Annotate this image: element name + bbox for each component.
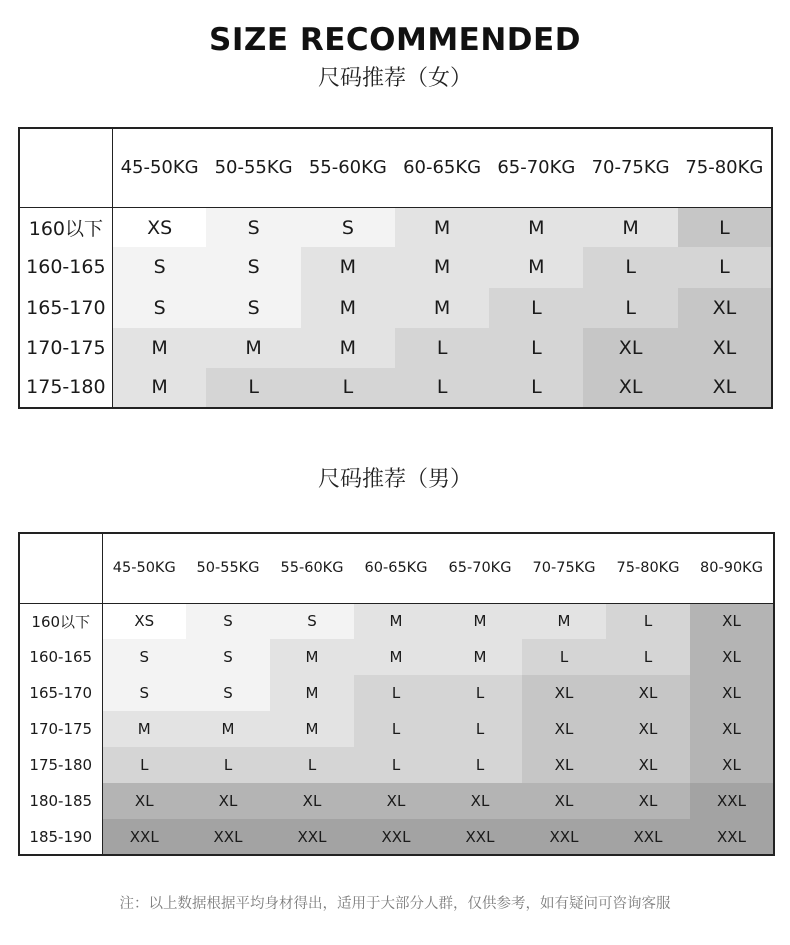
height-row-label: 165-170 <box>19 675 102 711</box>
size-cell: S <box>186 675 270 711</box>
size-cell: XL <box>606 783 690 819</box>
size-cell: L <box>395 328 489 368</box>
size-cell: XL <box>522 711 606 747</box>
size-cell: M <box>395 288 489 328</box>
size-cell: M <box>270 711 354 747</box>
size-cell: L <box>395 368 489 408</box>
size-cell: L <box>489 328 583 368</box>
table-row <box>19 288 772 328</box>
size-cell: S <box>270 603 354 639</box>
height-row-label: 175-180 <box>19 747 102 783</box>
size-cell: XXL <box>522 819 606 855</box>
size-cell: L <box>354 747 438 783</box>
weight-column-header: 50-55KG <box>186 533 270 603</box>
height-row-label: 170-175 <box>19 711 102 747</box>
size-cell: L <box>583 247 677 287</box>
size-cell: S <box>102 675 186 711</box>
size-cell: M <box>301 247 395 287</box>
size-cell: M <box>354 603 438 639</box>
size-cell: S <box>206 247 300 287</box>
table-row <box>19 639 774 675</box>
weight-column-header: 70-75KG <box>522 533 606 603</box>
weight-column-header: 75-80KG <box>606 533 690 603</box>
size-cell: L <box>206 368 300 408</box>
table-header-row <box>19 128 772 207</box>
size-cell: M <box>270 675 354 711</box>
size-cell: XXL <box>606 819 690 855</box>
weight-column-header: 50-55KG <box>206 128 300 207</box>
men-size-subtitle: 尺码推荐（男） <box>317 467 472 492</box>
page-title: SIZE RECOMMENDED <box>209 22 581 58</box>
size-cell: XXL <box>186 819 270 855</box>
size-cell: L <box>438 711 522 747</box>
size-cell: M <box>206 328 300 368</box>
table-row <box>19 783 774 819</box>
size-cell: M <box>438 603 522 639</box>
size-cell: M <box>112 368 206 408</box>
height-row-label: 180-185 <box>19 783 102 819</box>
size-cell: M <box>102 711 186 747</box>
height-row-label: 170-175 <box>19 328 112 368</box>
size-cell: M <box>186 711 270 747</box>
height-row-label: 175-180 <box>19 368 112 408</box>
size-cell: M <box>354 639 438 675</box>
size-cell: L <box>186 747 270 783</box>
size-cell: XL <box>690 603 774 639</box>
weight-column-header: 60-65KG <box>354 533 438 603</box>
table-row <box>19 603 774 639</box>
size-cell: S <box>112 247 206 287</box>
header-corner-cell <box>19 533 102 603</box>
size-cell: M <box>301 288 395 328</box>
table-header-row <box>19 533 774 603</box>
size-cell: L <box>489 368 583 408</box>
height-row-label: 160-165 <box>19 247 112 287</box>
size-cell: XL <box>690 711 774 747</box>
size-cell: XL <box>690 747 774 783</box>
size-cell: L <box>270 747 354 783</box>
size-cell: L <box>102 747 186 783</box>
size-cell: M <box>489 207 583 247</box>
size-cell: M <box>489 247 583 287</box>
size-cell: XL <box>690 639 774 675</box>
size-cell: L <box>678 247 772 287</box>
size-cell: XL <box>583 368 677 408</box>
size-cell: XL <box>678 368 772 408</box>
size-cell: L <box>438 747 522 783</box>
height-row-label: 160以下 <box>19 207 112 247</box>
size-cell: M <box>438 639 522 675</box>
men-size-table <box>18 532 775 856</box>
size-cell: XL <box>522 675 606 711</box>
weight-column-header: 75-80KG <box>678 128 772 207</box>
size-cell: XXL <box>102 819 186 855</box>
table-row <box>19 819 774 855</box>
size-cell: XL <box>678 328 772 368</box>
table-row <box>19 207 772 247</box>
table-row <box>19 368 772 408</box>
table-row <box>19 247 772 287</box>
table-row <box>19 747 774 783</box>
weight-column-header: 45-50KG <box>112 128 206 207</box>
size-cell: L <box>301 368 395 408</box>
size-cell: XL <box>438 783 522 819</box>
women-size-table <box>18 127 773 409</box>
weight-column-header: 65-70KG <box>438 533 522 603</box>
size-cell: S <box>301 207 395 247</box>
size-cell: S <box>186 639 270 675</box>
size-cell: L <box>438 675 522 711</box>
size-cell: S <box>186 603 270 639</box>
size-cell: L <box>678 207 772 247</box>
size-cell: M <box>583 207 677 247</box>
size-cell: XS <box>102 603 186 639</box>
size-cell: M <box>270 639 354 675</box>
size-cell: XXL <box>690 819 774 855</box>
weight-column-header: 70-75KG <box>583 128 677 207</box>
size-cell: XL <box>522 783 606 819</box>
size-cell: XXL <box>270 819 354 855</box>
size-cell: XXL <box>690 783 774 819</box>
size-cell: S <box>206 288 300 328</box>
size-cell: XXL <box>438 819 522 855</box>
weight-column-header: 60-65KG <box>395 128 489 207</box>
size-cell: XL <box>583 328 677 368</box>
size-cell: L <box>522 639 606 675</box>
weight-column-header: 55-60KG <box>270 533 354 603</box>
size-cell: M <box>395 247 489 287</box>
size-cell: XL <box>606 675 690 711</box>
size-cell: M <box>112 328 206 368</box>
weight-column-header: 45-50KG <box>102 533 186 603</box>
size-cell: XS <box>112 207 206 247</box>
weight-column-header: 55-60KG <box>301 128 395 207</box>
size-cell: L <box>354 675 438 711</box>
table-row <box>19 328 772 368</box>
size-cell: L <box>606 603 690 639</box>
women-size-subtitle: 尺码推荐（女） <box>317 66 472 91</box>
weight-column-header: 65-70KG <box>489 128 583 207</box>
height-row-label: 160以下 <box>19 603 102 639</box>
size-cell: XL <box>690 675 774 711</box>
size-cell: M <box>522 603 606 639</box>
size-cell: XXL <box>354 819 438 855</box>
table-row <box>19 711 774 747</box>
size-cell: XL <box>102 783 186 819</box>
size-cell: XL <box>606 711 690 747</box>
size-cell: S <box>206 207 300 247</box>
size-cell: XL <box>606 747 690 783</box>
table-row <box>19 675 774 711</box>
size-cell: L <box>606 639 690 675</box>
height-row-label: 160-165 <box>19 639 102 675</box>
size-cell: XL <box>270 783 354 819</box>
size-cell: L <box>489 288 583 328</box>
size-cell: S <box>102 639 186 675</box>
size-cell: M <box>395 207 489 247</box>
height-row-label: 185-190 <box>19 819 102 855</box>
size-cell: L <box>354 711 438 747</box>
size-cell: S <box>112 288 206 328</box>
size-cell: L <box>583 288 677 328</box>
height-row-label: 165-170 <box>19 288 112 328</box>
disclaimer-note: 注：以上数据根据平均身材得出，适用于大部分人群，仅供参考，如有疑问可咨询客服 <box>119 896 671 912</box>
size-cell: XL <box>678 288 772 328</box>
size-cell: XL <box>354 783 438 819</box>
size-cell: XL <box>522 747 606 783</box>
weight-column-header: 80-90KG <box>690 533 774 603</box>
header-corner-cell <box>19 128 112 207</box>
size-cell: XL <box>186 783 270 819</box>
size-cell: M <box>301 328 395 368</box>
